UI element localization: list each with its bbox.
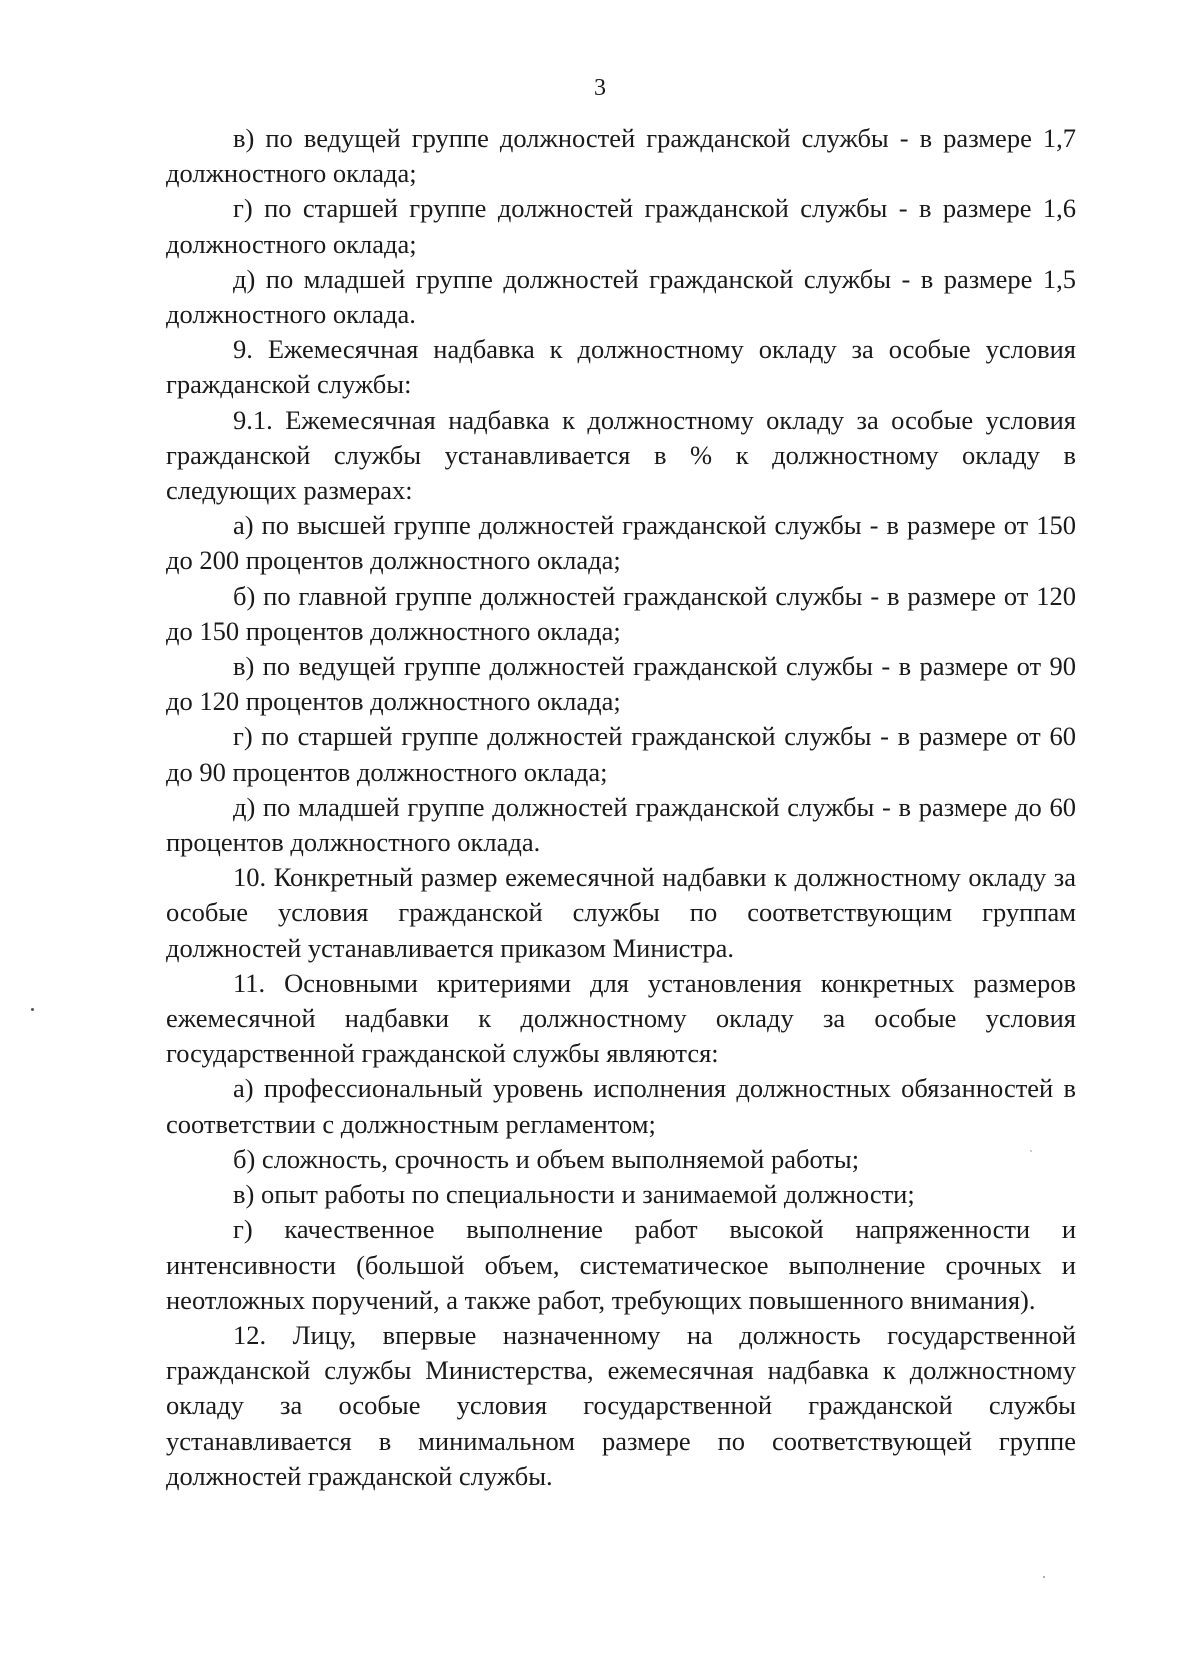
paragraph-9-1a: а) по высшей группе должностей гражданской службы - в размере от 150 до 200 процентов должностного оклада; [166,510,1076,576]
scan-speck [31,1008,34,1011]
document-body [166,121,1076,1494]
paragraph-8v: в) по ведущей группе должностей гражданской службы - в размере 1,7 должностного оклада; [166,123,1076,189]
paragraph-11b: б) сложность, срочность и объем выполняемой работы; [233,1143,860,1174]
paragraph-11v: в) опыт работы по специальности и занимаемой должности; [233,1179,915,1210]
paragraph-9: 9. Ежемесячная надбавка к должностному окладу за особые условия гражданской службы: [166,334,1076,400]
paragraph-9-1: 9.1. Ежемесячная надбавка к должностному окладу за особые условия гражданской службы устанавливается в % к должностному окладу в следующих размерах: [166,404,1076,506]
paragraph-10: 10. Конкретный размер ежемесячной надбавки к должностному окладу за особые условия гражданской службы по соответствующим группам должностей устанавливается приказом Министра. [166,862,1076,963]
paragraph-11: 11. Основными критериями для установления конкретных размеров ежемесячной надбавки к должностному окладу за особые условия государственной гражданской службы являются: [166,967,1076,1069]
paragraph-8d: д) по младшей группе должностей гражданской службы - в размере 1,5 должностного оклада. [166,263,1076,330]
paragraph-9-1d: д) по младшей группе должностей гражданской службы - в размере до 60 процентов должностного оклада. [166,791,1076,858]
paragraph-8g: г) по старшей группе должностей гражданской службы - в размере 1,6 должностного оклада; [166,193,1076,259]
page-number: 3 [594,75,606,101]
paragraph-9-1v: в) по ведущей группе должностей гражданской службы - в размере от 90 до 120 процентов должностного оклада; [166,651,1076,717]
paragraph-9-1g: г) по старшей группе должностей гражданской службы - в размере от 60 до 90 процентов должностного оклада; [166,721,1076,787]
paragraph-11a: а) профессиональный уровень исполнения должностных обязанностей в соответствии с должностным регламентом; [166,1073,1076,1139]
paragraph-9-1b: б) по главной группе должностей гражданской службы - в размере от 120 до 150 процентов должностного оклада; [166,580,1076,646]
paragraph-11g: г) качественное выполнение работ высокой напряженности и интенсивности (большой объем, систематическое выполнение срочных и неотложных поручений, а также работ, требующих повышенного внимания). [166,1214,1076,1315]
scan-speck [1043,1576,1045,1578]
paragraph-12: 12. Лицу, впервые назначенному на должность государственной гражданской службы Министерства, ежемесячная надбавка к должностному окладу за особые условия государственной гражданской службы устанавливается в минимальном размере по соответствующей группе должностей гражданской службы. [166,1319,1076,1491]
scan-speck [1030,1150,1032,1152]
